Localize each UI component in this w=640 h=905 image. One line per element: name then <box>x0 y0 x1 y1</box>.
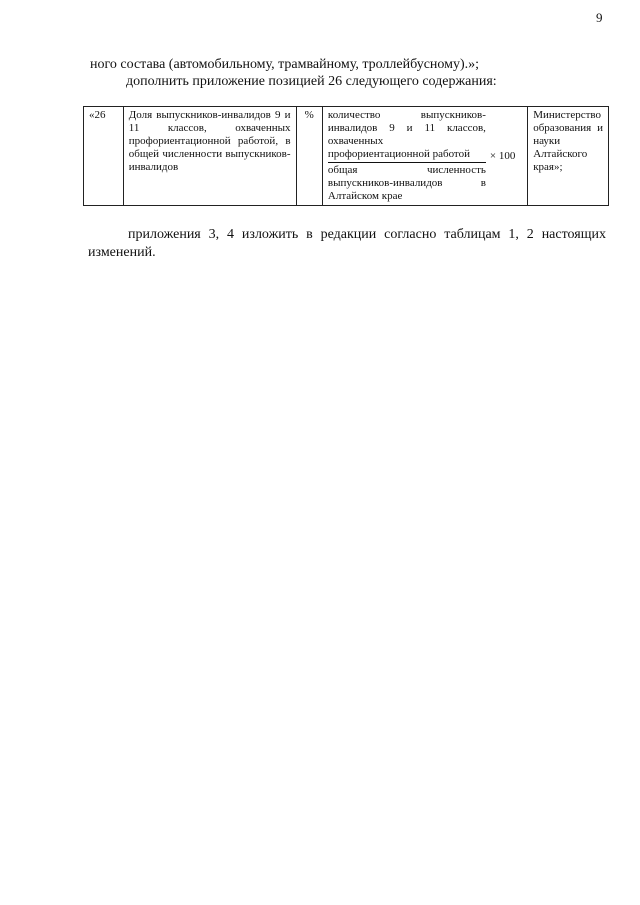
intro-line-instruction: дополнить приложение позицией 26 следующего содержания: <box>126 74 497 89</box>
fraction <box>328 109 486 203</box>
cell-unit: % <box>296 107 322 206</box>
table-row <box>84 107 609 206</box>
cell-responsible: Министерство образования и науки Алтайского края»; <box>528 107 609 206</box>
cell-formula <box>322 107 527 206</box>
formula-denominator: общая численность выпускников-инвалидов в Алтайском крае <box>327 164 486 202</box>
formula-multiplier: × 100 <box>489 149 516 162</box>
cell-position-number: «26 <box>84 107 124 206</box>
paragraph-appendices: приложения 3, 4 изложить в редакции согласно таблицам 1, 2 настоящих изменений. <box>88 227 606 260</box>
formula-numerator: количество выпускников-инвалидов 9 и 11 классов, охваченных профориентационной работой <box>328 109 486 163</box>
indicator-table <box>83 106 609 206</box>
intro-line-continuation: ного состава (автомобильному, трамвайному, троллейбусному).»; <box>90 57 480 72</box>
page-number: 9 <box>596 10 603 25</box>
formula <box>328 109 522 203</box>
cell-indicator-name: Доля выпускников-инвалидов 9 и 11 классов, охваченных профориентационной работой, в общей численности выпускников-инвалидов <box>123 107 296 206</box>
